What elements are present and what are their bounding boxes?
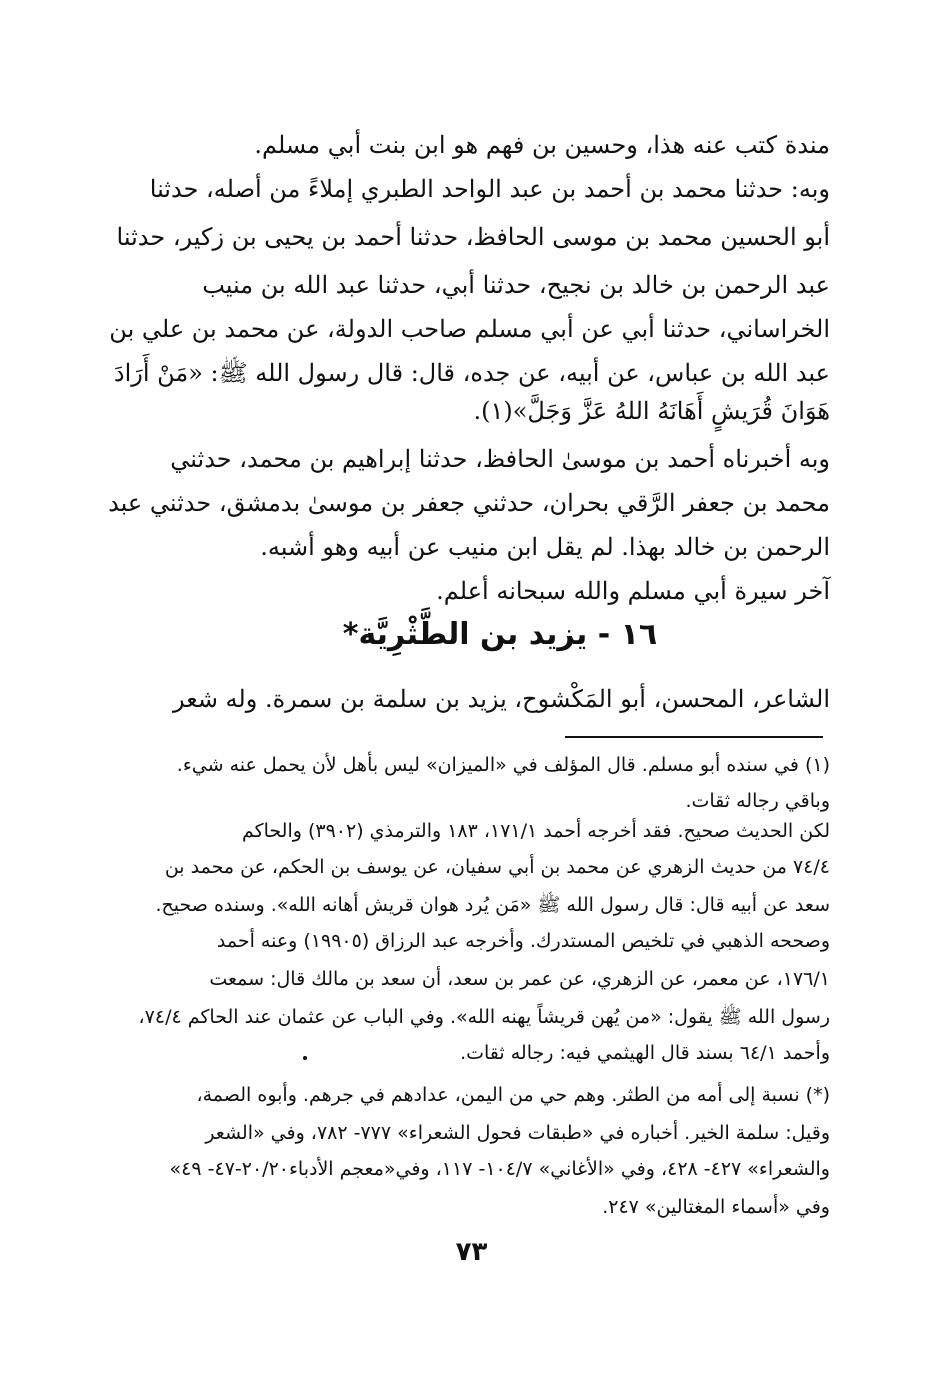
text-line: عبد الله بن عباس، عن أبيه، عن جده، قال: قال رسول الله ﷺ: «مَنْ أَرَادَ <box>113 359 830 387</box>
text-line: الخراساني، حدثنا أبي عن أبي مسلم صاحب الدولة، عن محمد بن علي بن <box>109 315 830 343</box>
text-line: عبد الرحمن بن خالد بن نجيح، حدثنا أبي، حدثنا عبد الله بن منيب <box>202 271 830 299</box>
text-line: وبه: حدثنا محمد بن أحمد بن عبد الواحد الطبري إملاءً من أصله، حدثنا <box>149 175 830 203</box>
text-line: أبو الحسين محمد بن موسى الحافظ، حدثنا أحمد بن يحيى بن زكير، حدثنا <box>116 223 830 251</box>
footnote-line: رسول الله ﷺ يقول: «من يُهن قريشاً يهنه الله». وفي الباب عن عثمان عند الحاكم ٧٤/٤، <box>138 1006 830 1028</box>
footnote-line: ٧٤/٤ من حديث الزهري عن محمد بن أبي سفيان، عن يوسف بن الحكم، عن محمد بن <box>164 856 830 878</box>
stray-dot <box>303 1056 307 1060</box>
text-line: وبه أخبرناه أحمد بن موسىٰ الحافظ، حدثنا إبراهيم بن محمد، حدثني <box>170 445 830 473</box>
footnote-line: وباقي رجاله ثقات. <box>685 790 830 812</box>
text-line: آخر سيرة أبي مسلم والله سبحانه أعلم. <box>436 577 830 605</box>
footnote-line: (١) في سنده أبو مسلم. قال المؤلف في «الميزان» ليس بأهل لأن يحمل عنه شيء. <box>176 754 830 776</box>
footnote-line: وأحمد ٦٤/١ بسند قال الهيثمي فيه: رجاله ثقات. <box>460 1042 830 1064</box>
footnote-line: وصححه الذهبي في تلخيص المستدرك. وأخرجه عبد الرزاق (١٩٩٠٥) وعنه أحمد <box>216 930 830 952</box>
note-line: (*) نسبة إلى أمه من الطثر. وهم حي من اليمن، عدادهم في جرهم. وأبوه الصمة، <box>196 1084 830 1106</box>
footnote-line: لكن الحديث صحيح. فقد أخرجه أحمد ١٧١/١، ١٨٣ والترمذي (٣٩٠٢) والحاكم <box>241 820 830 842</box>
section-heading: ١٦ - يزيد بن الطَّثْرِيَّة* <box>342 617 658 652</box>
footnotes <box>108 0 830 1375</box>
text-line: الرحمن بن خالد بهذا. لم يقل ابن منيب عن أبيه وهو أشبه. <box>260 533 830 561</box>
text-line: محمد بن جعفر الرَّقي بحران، حدثني جعفر بن موسىٰ بدمشق، حدثني عبد <box>108 489 830 517</box>
note-line: والشعراء» ٤٢٧- ٤٢٨، وفي «الأغاني» ١٠٤/٧- ١١٧، وفي«معجم الأدباء٢٠/٢٠-٤٧- ٤٩» <box>169 1158 830 1180</box>
note-line: وقيل: سلمة الخير. أخباره في «طبقات فحول الشعراء» ٧٧٧- ٧٨٢، وفي «الشعر <box>205 1122 830 1144</box>
footnote-line: سعد عن أبيه قال: قال رسول الله ﷺ «مَن يُرد هوان قريش أهانه الله». وسنده صحيح. <box>155 894 830 916</box>
note-line: وفي «أسماء المغتالين» ٢٤٧. <box>602 1196 830 1218</box>
page-number: ٧٣ <box>455 1237 488 1267</box>
text-line: هَوَانَ قُرَيشٍ أَهَانَهُ اللهُ عَزَّ وَجَلَّ»(١). <box>473 397 830 425</box>
footnote-line: ١٧٦/١، عن معمر، عن الزهري، عن عمر بن سعد، أن سعد بن مالك قال: سمعت <box>209 968 830 990</box>
text-line: مندة كتب عنه هذا، وحسين بن فهم هو ابن بنت أبي مسلم. <box>254 131 830 159</box>
text-line: الشاعر، المحسن، أبو المَكْشوح، يزيد بن سلمة بن سمرة. وله شعر <box>173 685 830 713</box>
